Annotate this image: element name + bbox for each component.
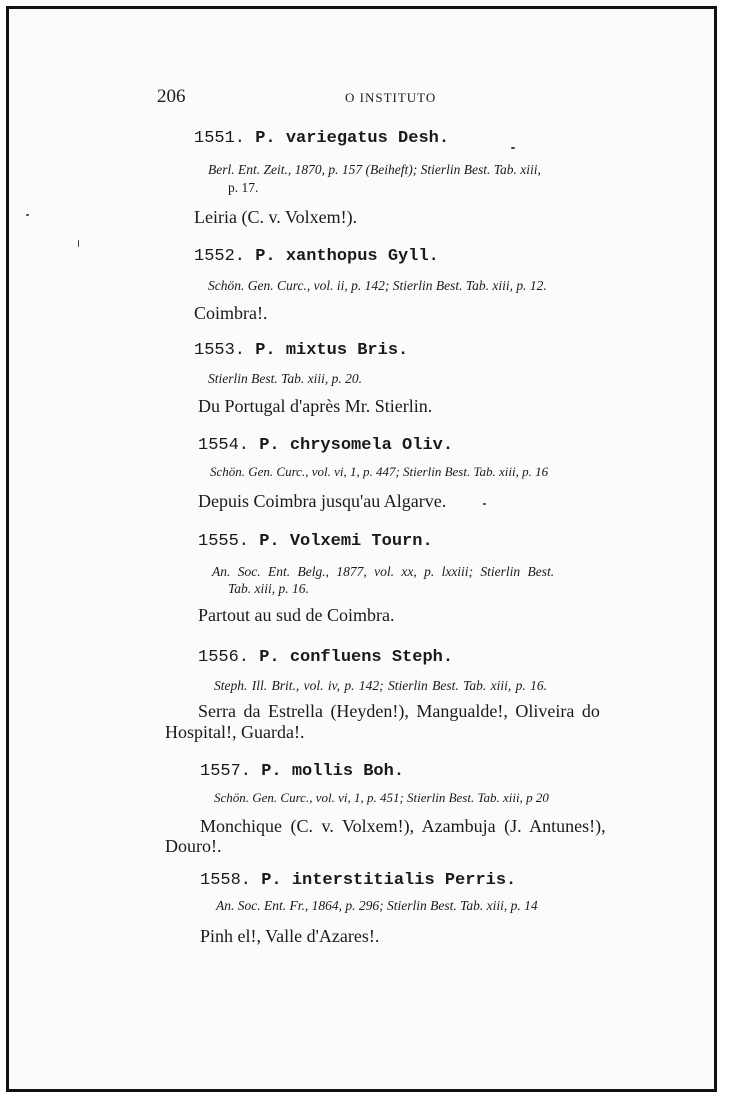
- scan-speck: [511, 147, 515, 149]
- species-name: P. xanthopus Gyll.: [255, 247, 439, 266]
- entry-heading: [194, 129, 449, 148]
- entry-locality-continued: Douro!.: [165, 836, 222, 856]
- species-name: P. chrysomela Oliv.: [259, 436, 454, 455]
- scan-speck: [26, 214, 29, 216]
- entry-reference-continued: Tab. xiii, p. 16.: [228, 581, 309, 596]
- entry-number: 1556.: [198, 648, 250, 667]
- entry-heading: [194, 247, 439, 266]
- entry-heading: [198, 532, 433, 551]
- entry-reference: Schön. Gen. Curc., vol. vi, 1, p. 447; Stierlin Best. Tab. xiii, p. 16: [210, 464, 549, 479]
- entry-number: 1553.: [194, 341, 246, 360]
- species-name: P. mollis Boh.: [261, 762, 405, 781]
- entry-number: 1558.: [200, 871, 252, 890]
- entry-heading: [200, 871, 516, 890]
- entry-number: 1551.: [194, 129, 246, 148]
- page-header: [157, 86, 607, 112]
- entry-reference: Schön. Gen. Curc., vol. vi, 1, p. 451; Stierlin Best. Tab. xiii, p 20: [214, 790, 549, 805]
- entry-heading: [200, 762, 404, 781]
- entry-reference: Schön. Gen. Curc., vol. ii, p. 142; Stierlin Best. Tab. xiii, p. 12.: [208, 278, 547, 293]
- scan-speck: [483, 503, 486, 505]
- entry-locality: Leiria (C. v. Volxem!).: [194, 207, 358, 227]
- species-name: P. mixtus Bris.: [255, 341, 409, 360]
- entry-reference: Steph. Ill. Brit., vol. iv, p. 142; Stierlin Best. Tab. xiii, p. 16.: [214, 678, 547, 693]
- entry-number: 1555.: [198, 532, 250, 551]
- entry-heading: [198, 648, 453, 667]
- entry-number: 1554.: [198, 436, 250, 455]
- entry-locality: Du Portugal d'après Mr. Stierlin.: [198, 396, 433, 416]
- entry-number: 1552.: [194, 247, 246, 266]
- entry-locality-continued: Hospital!, Guarda!.: [165, 722, 305, 742]
- entry-heading: [194, 341, 408, 360]
- entry-reference-continued: p. 17.: [228, 180, 259, 195]
- entry-reference: Berl. Ent. Zeit., 1870, p. 157 (Beiheft); Stierlin Best. Tab. xiii,: [208, 162, 541, 177]
- running-title: O INSTITUTO: [345, 90, 437, 105]
- entry-number: 1557.: [200, 762, 252, 781]
- entry-locality: Depuis Coimbra jusqu'au Algarve.: [198, 491, 447, 511]
- page-number: 206: [157, 86, 186, 107]
- species-name: P. confluens Steph.: [259, 648, 454, 667]
- entry-locality: Coimbra!.: [194, 303, 268, 323]
- species-name: P. interstitialis Perris.: [261, 871, 517, 890]
- scan-speck: [78, 240, 79, 247]
- entry-reference: An. Soc. Ent. Fr., 1864, p. 296; Stierlin Best. Tab. xiii, p. 14: [216, 898, 538, 913]
- entry-locality: Monchique (C. v. Volxem!), Azambuja (J. Antunes!),: [200, 816, 606, 836]
- entry-heading: [198, 436, 453, 455]
- entry-locality: Pinh el!, Valle d'Azares!.: [200, 926, 380, 946]
- species-name: P. variegatus Desh.: [255, 129, 450, 148]
- species-name: P. Volxemi Tourn.: [259, 532, 433, 551]
- entry-reference: Stierlin Best. Tab. xiii, p. 20.: [208, 371, 363, 386]
- entry-reference: An. Soc. Ent. Belg., 1877, vol. xx, p. lxxiii; Stierlin Best.: [212, 564, 555, 579]
- entry-locality: Serra da Estrella (Heyden!), Mangualde!, Oliveira do: [198, 701, 600, 721]
- entry-locality: Partout au sud de Coimbra.: [198, 605, 395, 625]
